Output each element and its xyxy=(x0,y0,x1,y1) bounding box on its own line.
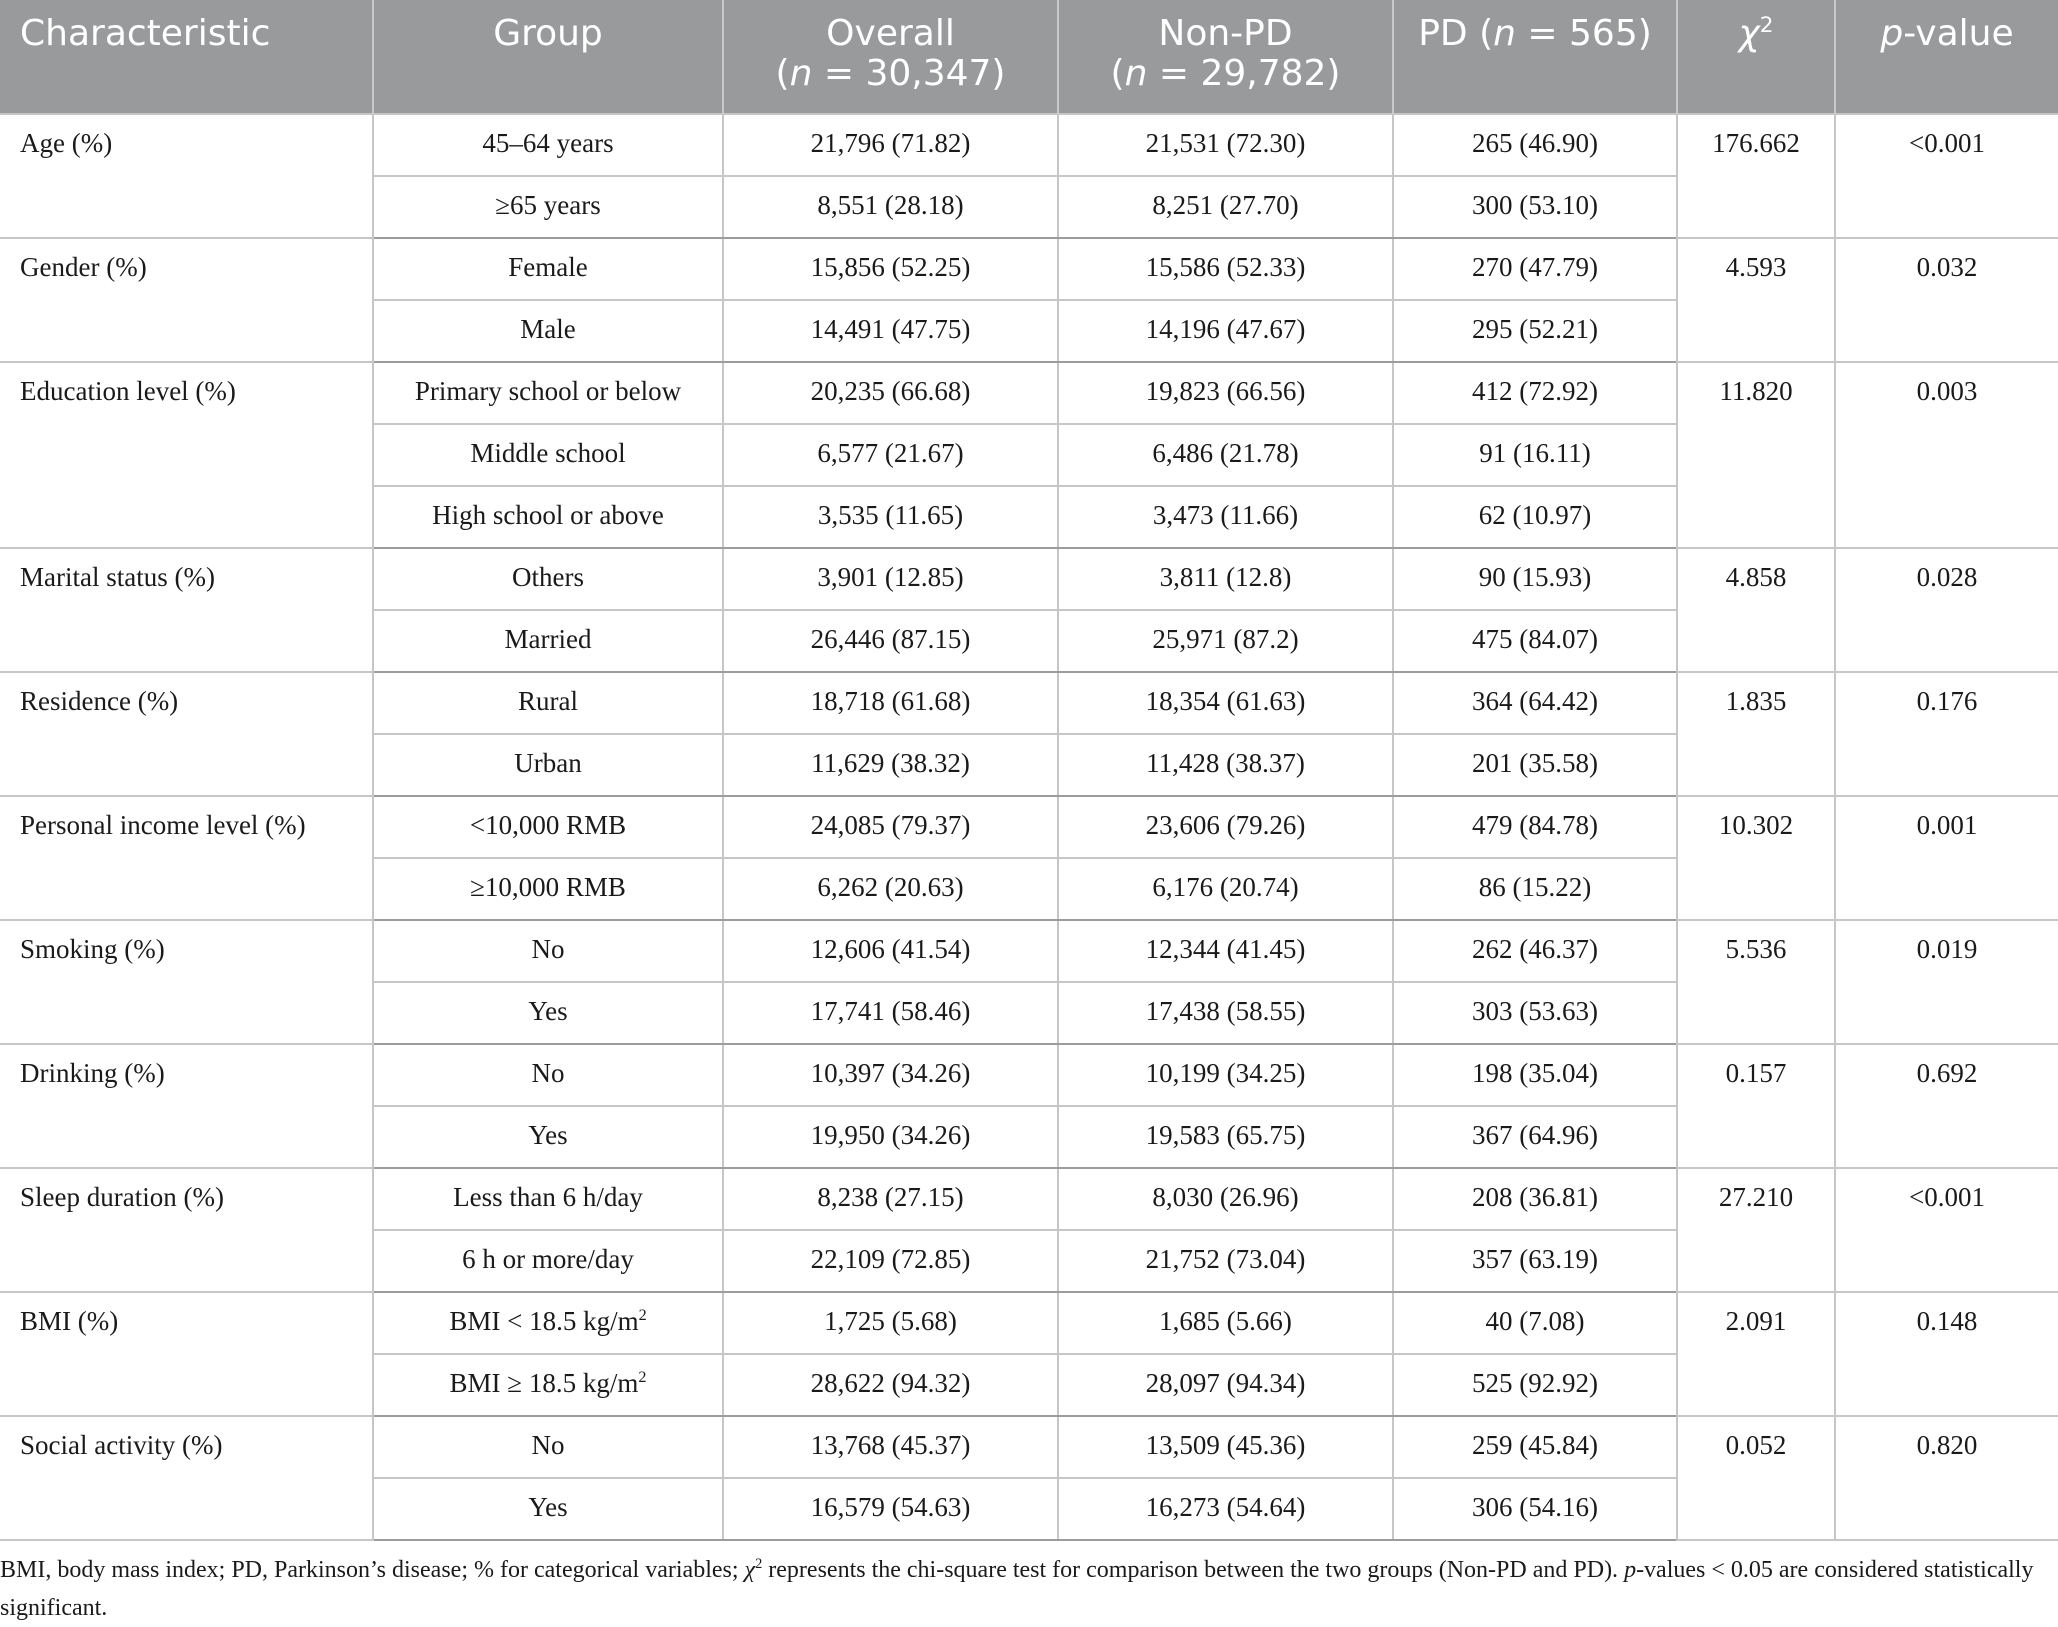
chi-square-cell: 1.835 xyxy=(1677,672,1835,796)
chi-square-cell: 5.536 xyxy=(1677,920,1835,1044)
overall-cell: 20,235 (66.68) xyxy=(723,362,1058,424)
non-pd-cell: 8,030 (26.96) xyxy=(1058,1168,1393,1230)
group-cell: Yes xyxy=(373,982,723,1044)
table-row xyxy=(0,548,2058,610)
overall-cell: 17,741 (58.46) xyxy=(723,982,1058,1044)
pd-cell: 357 (63.19) xyxy=(1393,1230,1677,1292)
overall-cell: 14,491 (47.75) xyxy=(723,300,1058,362)
group-cell: 45–64 years xyxy=(373,114,723,176)
group-cell: Yes xyxy=(373,1106,723,1168)
chi-square-cell: 0.052 xyxy=(1677,1416,1835,1540)
group-cell: Yes xyxy=(373,1478,723,1540)
non-pd-cell: 28,097 (94.34) xyxy=(1058,1354,1393,1416)
group-cell: <10,000 RMB xyxy=(373,796,723,858)
group-cell: Rural xyxy=(373,672,723,734)
pd-cell: 306 (54.16) xyxy=(1393,1478,1677,1540)
overall-cell: 12,606 (41.54) xyxy=(723,920,1058,982)
non-pd-cell: 3,473 (11.66) xyxy=(1058,486,1393,548)
table-footnote: BMI, body mass index; PD, Parkinson’s disease; % for categorical variables; $\chi^2$ represents the chi-square test for comparison between the two groups (Non-PD and PD). p-values < 0.05 are considered statistically significant. xyxy=(0,1556,2034,1621)
header-non-pd: Non-PD (n = 29,782) xyxy=(1058,0,1393,114)
chi-square-cell: 4.858 xyxy=(1677,548,1835,672)
characteristic-cell: Residence (%) xyxy=(0,672,373,796)
group-cell: BMI ≥ 18.5 $kg/m^2$ xyxy=(373,1354,723,1416)
p-value-cell: 0.176 xyxy=(1835,672,2058,796)
p-value-cell: 0.692 xyxy=(1835,1044,2058,1168)
non-pd-cell: 18,354 (61.63) xyxy=(1058,672,1393,734)
overall-cell: 3,901 (12.85) xyxy=(723,548,1058,610)
non-pd-cell: 21,752 (73.04) xyxy=(1058,1230,1393,1292)
non-pd-cell: 10,199 (34.25) xyxy=(1058,1044,1393,1106)
table-row xyxy=(0,672,2058,734)
overall-cell: 15,856 (52.25) xyxy=(723,238,1058,300)
non-pd-cell: 1,685 (5.66) xyxy=(1058,1292,1393,1354)
characteristic-cell: Age (%) xyxy=(0,114,373,238)
pd-cell: 259 (45.84) xyxy=(1393,1416,1677,1478)
overall-cell: 13,768 (45.37) xyxy=(723,1416,1058,1478)
p-value-cell: 0.820 xyxy=(1835,1416,2058,1540)
pd-cell: 198 (35.04) xyxy=(1393,1044,1677,1106)
group-cell: Female xyxy=(373,238,723,300)
pd-cell: 479 (84.78) xyxy=(1393,796,1677,858)
overall-cell: 28,622 (94.32) xyxy=(723,1354,1058,1416)
overall-cell: 24,085 (79.37) xyxy=(723,796,1058,858)
group-cell: BMI < 18.5 $kg/m^2$ xyxy=(373,1292,723,1354)
non-pd-cell: 6,176 (20.74) xyxy=(1058,858,1393,920)
group-cell: Middle school xyxy=(373,424,723,486)
group-cell: ≥10,000 RMB xyxy=(373,858,723,920)
non-pd-cell: 3,811 (12.8) xyxy=(1058,548,1393,610)
table-row xyxy=(0,1168,2058,1230)
overall-cell: 26,446 (87.15) xyxy=(723,610,1058,672)
p-value-cell: <0.001 xyxy=(1835,114,2058,238)
overall-cell: 1,725 (5.68) xyxy=(723,1292,1058,1354)
pd-cell: 40 (7.08) xyxy=(1393,1292,1677,1354)
pd-cell: 475 (84.07) xyxy=(1393,610,1677,672)
p-value-cell: 0.001 xyxy=(1835,796,2058,920)
pd-cell: 201 (35.58) xyxy=(1393,734,1677,796)
pd-cell: 364 (64.42) xyxy=(1393,672,1677,734)
chi-square-cell: 0.157 xyxy=(1677,1044,1835,1168)
non-pd-cell: 6,486 (21.78) xyxy=(1058,424,1393,486)
table-row xyxy=(0,114,2058,176)
overall-cell: 21,796 (71.82) xyxy=(723,114,1058,176)
overall-cell: 3,535 (11.65) xyxy=(723,486,1058,548)
group-cell: Less than 6 h/day xyxy=(373,1168,723,1230)
group-cell: ≥65 years xyxy=(373,176,723,238)
group-cell: Urban xyxy=(373,734,723,796)
characteristic-cell: Gender (%) xyxy=(0,238,373,362)
table-row xyxy=(0,1416,2058,1478)
header-characteristic: Characteristic xyxy=(20,13,271,54)
group-cell: No xyxy=(373,1416,723,1478)
table-row xyxy=(0,920,2058,982)
table-row xyxy=(0,1292,2058,1354)
non-pd-cell: 17,438 (58.55) xyxy=(1058,982,1393,1044)
p-value-cell: 0.148 xyxy=(1835,1292,2058,1416)
overall-cell: 8,238 (27.15) xyxy=(723,1168,1058,1230)
non-pd-cell: 12,344 (41.45) xyxy=(1058,920,1393,982)
non-pd-cell: 11,428 (38.37) xyxy=(1058,734,1393,796)
group-cell: No xyxy=(373,1044,723,1106)
p-value-cell: 0.032 xyxy=(1835,238,2058,362)
non-pd-cell: 15,586 (52.33) xyxy=(1058,238,1393,300)
pd-cell: 265 (46.90) xyxy=(1393,114,1677,176)
p-value-cell: 0.019 xyxy=(1835,920,2058,1044)
group-cell: No xyxy=(373,920,723,982)
chi-square-cell: 4.593 xyxy=(1677,238,1835,362)
overall-cell: 8,551 (28.18) xyxy=(723,176,1058,238)
chi-square-cell: 2.091 xyxy=(1677,1292,1835,1416)
non-pd-cell: 23,606 (79.26) xyxy=(1058,796,1393,858)
non-pd-cell: 21,531 (72.30) xyxy=(1058,114,1393,176)
pd-cell: 303 (53.63) xyxy=(1393,982,1677,1044)
overall-cell: 6,262 (20.63) xyxy=(723,858,1058,920)
group-cell: Primary school or below xyxy=(373,362,723,424)
overall-cell: 10,397 (34.26) xyxy=(723,1044,1058,1106)
table-body xyxy=(0,114,2058,1540)
header-overall: Overall (n = 30,347) xyxy=(723,0,1058,114)
group-cell: Male xyxy=(373,300,723,362)
p-value-cell: <0.001 xyxy=(1835,1168,2058,1292)
overall-cell: 22,109 (72.85) xyxy=(723,1230,1058,1292)
header-group: Group xyxy=(373,0,723,114)
chi-square-cell: 176.662 xyxy=(1677,114,1835,238)
pd-cell: 91 (16.11) xyxy=(1393,424,1677,486)
table-row xyxy=(0,238,2058,300)
characteristic-cell: Sleep duration (%) xyxy=(0,1168,373,1292)
characteristic-cell: BMI (%) xyxy=(0,1292,373,1416)
pd-cell: 90 (15.93) xyxy=(1393,548,1677,610)
p-value-cell: 0.003 xyxy=(1835,362,2058,548)
non-pd-cell: 19,823 (66.56) xyxy=(1058,362,1393,424)
overall-cell: 19,950 (34.26) xyxy=(723,1106,1058,1168)
pd-cell: 300 (53.10) xyxy=(1393,176,1677,238)
table-row xyxy=(0,362,2058,424)
characteristic-cell: Social activity (%) xyxy=(0,1416,373,1540)
non-pd-cell: 14,196 (47.67) xyxy=(1058,300,1393,362)
characteristic-cell: Personal income level (%) xyxy=(0,796,373,920)
characteristic-cell: Marital status (%) xyxy=(0,548,373,672)
pd-cell: 62 (10.97) xyxy=(1393,486,1677,548)
pd-cell: 270 (47.79) xyxy=(1393,238,1677,300)
group-cell: Others xyxy=(373,548,723,610)
pd-cell: 295 (52.21) xyxy=(1393,300,1677,362)
header-pd: PD (n = 565) xyxy=(1393,0,1677,114)
non-pd-cell: 8,251 (27.70) xyxy=(1058,176,1393,238)
pd-cell: 367 (64.96) xyxy=(1393,1106,1677,1168)
pd-cell: 412 (72.92) xyxy=(1393,362,1677,424)
characteristic-cell: Drinking (%) xyxy=(0,1044,373,1168)
pd-cell: 208 (36.81) xyxy=(1393,1168,1677,1230)
chi-square-cell: 27.210 xyxy=(1677,1168,1835,1292)
pd-cell: 86 (15.22) xyxy=(1393,858,1677,920)
table-row xyxy=(0,1044,2058,1106)
non-pd-cell: 19,583 (65.75) xyxy=(1058,1106,1393,1168)
group-cell: High school or above xyxy=(373,486,723,548)
non-pd-cell: 13,509 (45.36) xyxy=(1058,1416,1393,1478)
overall-cell: 16,579 (54.63) xyxy=(723,1478,1058,1540)
overall-cell: 6,577 (21.67) xyxy=(723,424,1058,486)
group-cell: Married xyxy=(373,610,723,672)
characteristic-cell: Smoking (%) xyxy=(0,920,373,1044)
pd-cell: 262 (46.37) xyxy=(1393,920,1677,982)
non-pd-cell: 25,971 (87.2) xyxy=(1058,610,1393,672)
header-chi-square: $\chi^2$ xyxy=(1677,0,1835,114)
header-p-value: p-value xyxy=(1835,0,2058,114)
p-value-cell: 0.028 xyxy=(1835,548,2058,672)
non-pd-cell: 16,273 (54.64) xyxy=(1058,1478,1393,1540)
group-cell: 6 h or more/day xyxy=(373,1230,723,1292)
table-header-row xyxy=(0,0,2058,114)
chi-square-cell: 11.820 xyxy=(1677,362,1835,548)
table-row xyxy=(0,796,2058,858)
characteristic-cell: Education level (%) xyxy=(0,362,373,548)
overall-cell: 11,629 (38.32) xyxy=(723,734,1058,796)
overall-cell: 18,718 (61.68) xyxy=(723,672,1058,734)
pd-cell: 525 (92.92) xyxy=(1393,1354,1677,1416)
chi-square-cell: 10.302 xyxy=(1677,796,1835,920)
